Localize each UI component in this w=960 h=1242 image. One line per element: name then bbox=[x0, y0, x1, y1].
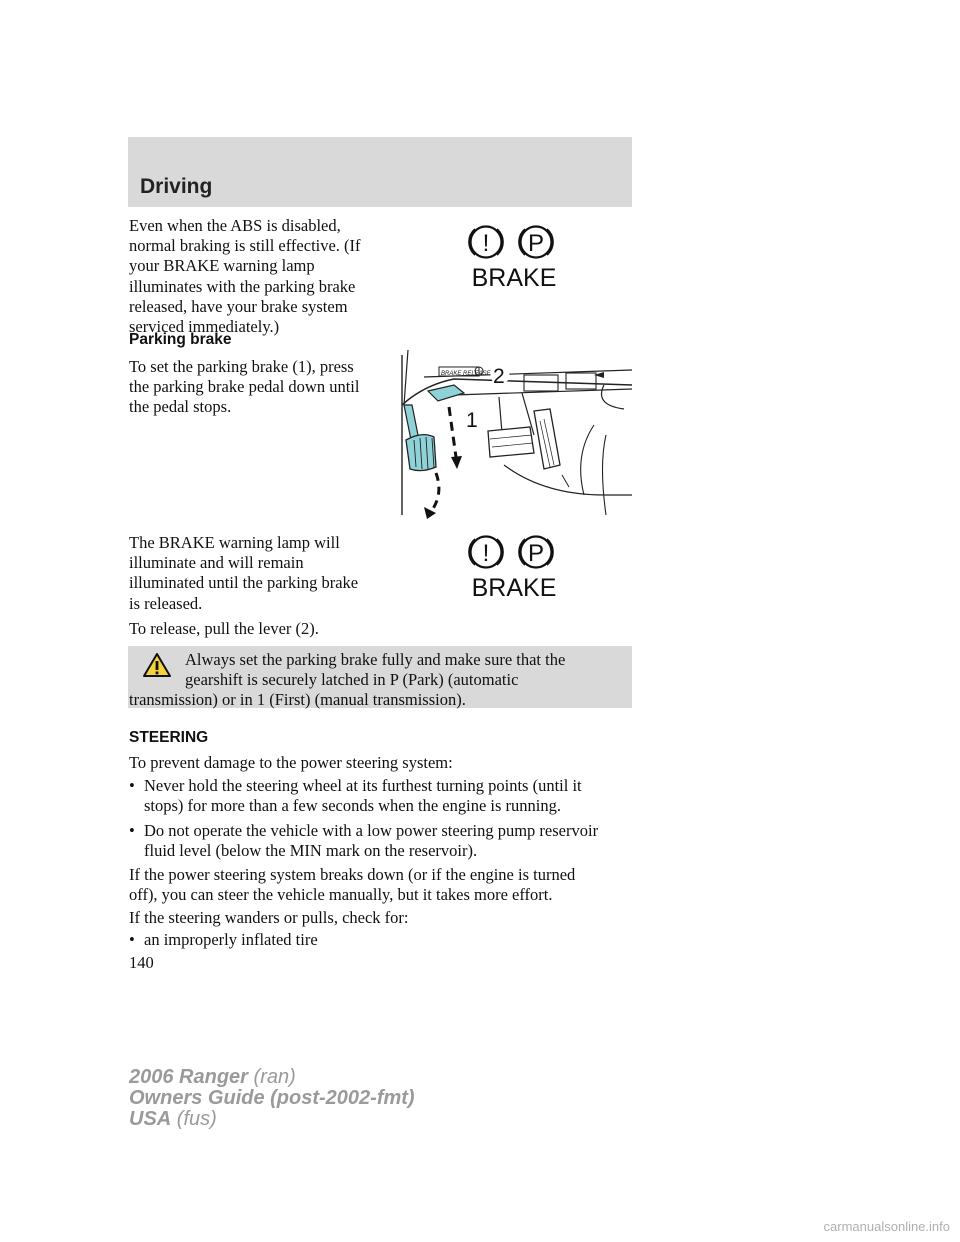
brake-label: BRAKE bbox=[471, 264, 557, 292]
warning-text bbox=[128, 650, 627, 711]
exclaim-glyph: ! bbox=[482, 540, 490, 567]
footer-region-code: (fus) bbox=[176, 1108, 217, 1130]
set-line: the pedal stops. bbox=[129, 397, 232, 417]
bullet-line: stops) for more than a few seconds when the engine is running. bbox=[144, 796, 561, 816]
section-title: Driving bbox=[140, 175, 213, 198]
steering-heading: STEERING bbox=[129, 729, 209, 746]
warning-box bbox=[128, 646, 632, 708]
footer-region: USA bbox=[129, 1108, 172, 1130]
abs-line: serviced immediately.) bbox=[129, 317, 280, 337]
warning-line: transmission) or in 1 (First) (manual transmission). bbox=[129, 690, 466, 710]
exclaim-glyph: ! bbox=[482, 230, 490, 257]
warning-line: gearshift is securely latched in P (Park) (automatic bbox=[185, 670, 519, 690]
footer-model: 2006 Ranger bbox=[129, 1066, 248, 1088]
lamp-line: is released. bbox=[129, 593, 203, 613]
wander-paragraph: If the steering wanders or pulls, check for: bbox=[129, 908, 409, 927]
steering-intro: To prevent damage to the power steering system: bbox=[129, 753, 453, 772]
bullet-line: an improperly inflated tire bbox=[144, 930, 318, 949]
callout-1: 1 bbox=[466, 409, 478, 432]
callout-2: 2 bbox=[493, 365, 505, 388]
accelerator-pedal bbox=[534, 409, 560, 469]
parking-brake-heading: Parking brake bbox=[129, 331, 232, 348]
document-footer bbox=[129, 1067, 415, 1130]
lamp-paragraph bbox=[129, 533, 358, 614]
lamp-line: The BRAKE warning lamp will bbox=[129, 533, 340, 552]
breakdown-line: If the power steering system breaks down (or if the engine is turned bbox=[129, 865, 576, 884]
abs-line: released, have your brake system bbox=[129, 296, 348, 316]
warning-line: Always set the parking brake fully and make sure that the bbox=[185, 650, 566, 669]
breakdown-paragraph bbox=[129, 865, 575, 905]
brake-label: BRAKE bbox=[471, 574, 557, 602]
breakdown-line: off), you can steer the vehicle manually, but it takes more effort. bbox=[129, 885, 553, 905]
brake-warning-symbol bbox=[462, 534, 572, 602]
footer-model-code: (ran) bbox=[253, 1066, 296, 1088]
brake-warning-symbol bbox=[462, 224, 572, 292]
set-brake-paragraph bbox=[129, 357, 359, 418]
section-header bbox=[128, 137, 632, 207]
watermark[interactable]: carmanualsonline.info bbox=[823, 1219, 950, 1234]
bullet-glyph: • bbox=[129, 776, 135, 795]
page-number: 140 bbox=[129, 953, 154, 972]
abs-line: Even when the ABS is disabled, bbox=[129, 216, 341, 235]
set-line: the parking brake pedal down until bbox=[129, 377, 360, 397]
lamp-line: illuminate and will remain bbox=[129, 553, 304, 573]
footer-guide: Owners Guide (post-2002-fmt) bbox=[129, 1087, 415, 1109]
brake-pedal-pad bbox=[488, 427, 534, 457]
release-lever-handle bbox=[428, 385, 464, 401]
bullet-line: Never hold the steering wheel at its furthest turning points (until it bbox=[144, 776, 582, 795]
abs-line: normal braking is still effective. (If bbox=[129, 236, 361, 256]
parking-brake-illustration bbox=[394, 345, 634, 520]
park-glyph: P bbox=[527, 230, 545, 257]
abs-paragraph bbox=[129, 216, 361, 337]
bullet-line: Do not operate the vehicle with a low power steering pump reservoir bbox=[144, 821, 599, 840]
release-paragraph: To release, pull the lever (2). bbox=[129, 619, 319, 638]
bullet-line: fluid level (below the MIN mark on the reservoir). bbox=[144, 841, 478, 861]
abs-line: illuminates with the parking brake bbox=[129, 276, 356, 296]
bullet-glyph: • bbox=[129, 930, 135, 949]
abs-line: your BRAKE warning lamp bbox=[129, 256, 315, 276]
lamp-line: illuminated until the parking brake bbox=[129, 573, 359, 593]
park-glyph: P bbox=[527, 540, 545, 567]
set-line: To set the parking brake (1), press bbox=[129, 357, 354, 376]
brake-release-lever-label: BRAKE RELEASE bbox=[441, 371, 491, 377]
bullet-glyph: • bbox=[129, 821, 135, 840]
